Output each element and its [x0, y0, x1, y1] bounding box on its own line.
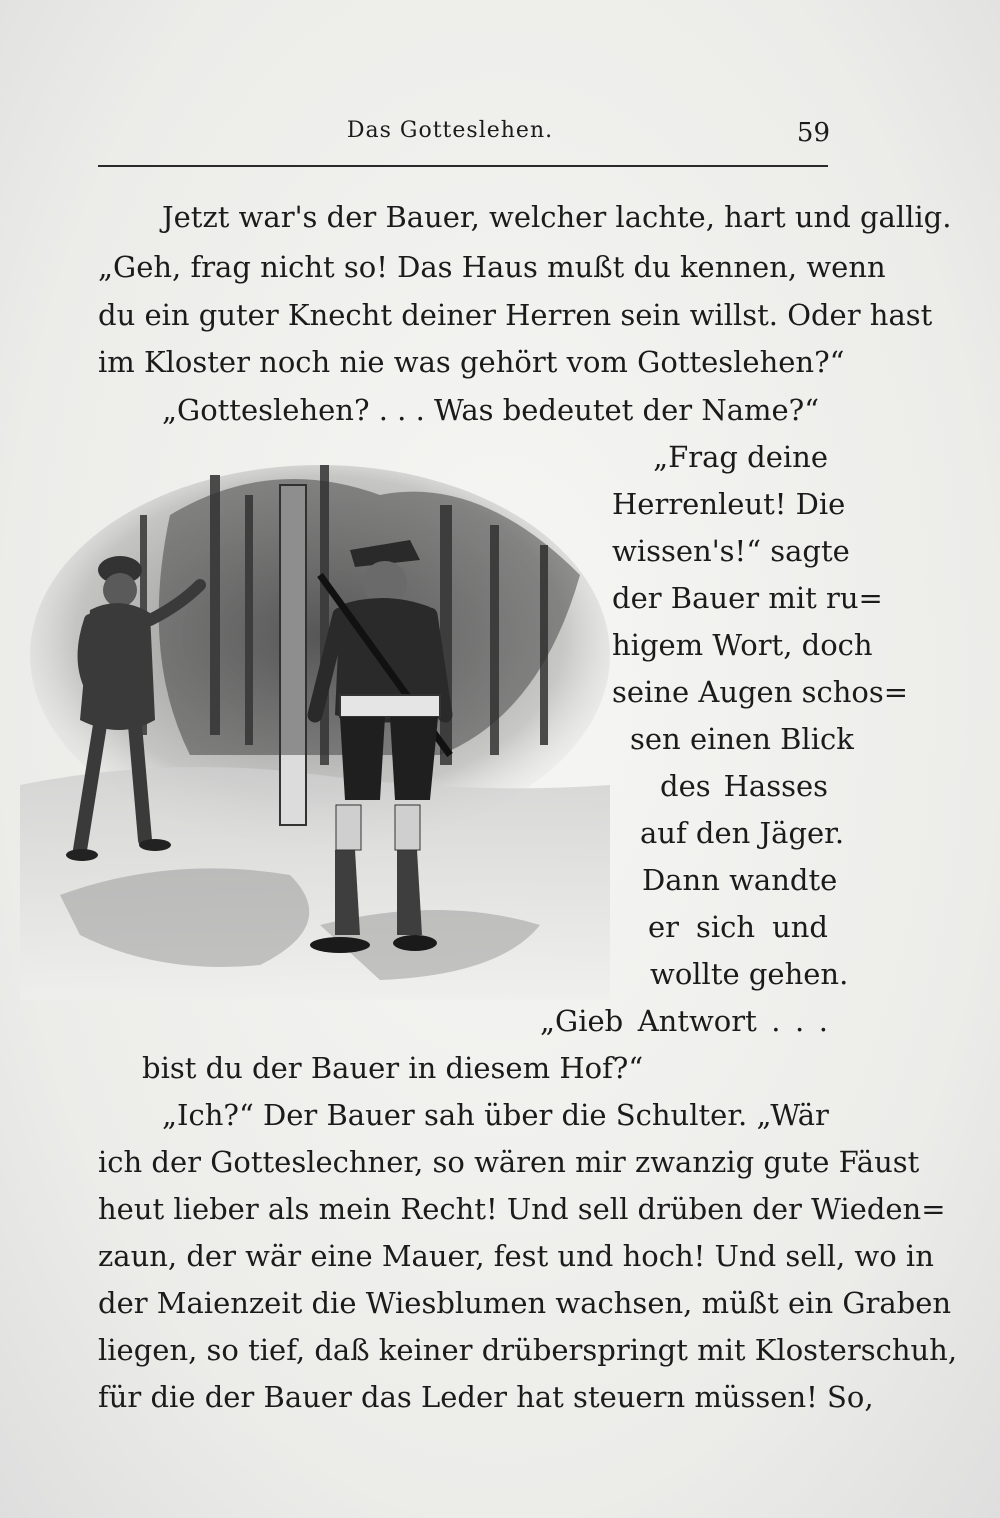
text-line: Dann wandte	[642, 863, 838, 897]
text-line: „Gieb Antwort . . .	[540, 1004, 828, 1038]
running-header: Das Gotteslehen.	[346, 118, 554, 143]
text-line: der Bauer mit ru=	[612, 581, 883, 615]
text-line: „Ich?“ Der Bauer sah über die Schulter. „Wär	[162, 1098, 829, 1132]
header-rule	[98, 165, 828, 167]
text-line: auf den Jäger.	[640, 816, 845, 850]
text-line: wissen's!“ sagte	[612, 534, 850, 568]
text-line: er sich und	[648, 910, 828, 944]
text-line: wollte gehen.	[650, 957, 849, 991]
text-line: für die der Bauer das Leder hat steuern müssen! So,	[98, 1380, 874, 1414]
text-line: Jetzt war's der Bauer, welcher lachte, hart und gallig.	[162, 200, 952, 234]
text-line: des Hasses	[660, 769, 828, 803]
text-line: liegen, so tief, daß keiner drüberspringt mit Klosterschuh,	[98, 1333, 958, 1367]
text-line: „Gotteslehen? . . . Was bedeutet der Name?“	[162, 393, 820, 427]
forest-illustration	[20, 455, 620, 1000]
text-line: heut lieber als mein Recht! Und sell drüben der Wieden=	[98, 1192, 946, 1226]
text-line: seine Augen schos=	[612, 675, 909, 709]
text-line: Herrenleut! Die	[612, 487, 846, 521]
text-line: sen einen Blick	[630, 722, 854, 756]
text-line: bist du der Bauer in diesem Hof?“	[142, 1051, 644, 1085]
text-line: du ein guter Knecht deiner Herren sein willst. Oder hast	[98, 298, 933, 332]
text-line: higem Wort, doch	[612, 628, 873, 662]
page-number: 59	[796, 118, 830, 148]
text-line: „Geh, frag nicht so! Das Haus mußt du kennen, wenn	[98, 250, 886, 284]
text-line: ich der Gotteslechner, so wären mir zwanzig gute Fäust	[98, 1145, 920, 1179]
text-line: zaun, der wär eine Mauer, fest und hoch! Und sell, wo in	[98, 1239, 934, 1273]
text-line: im Kloster noch nie was gehört vom Gotteslehen?“	[98, 345, 845, 379]
text-line: „Frag deine	[653, 440, 828, 474]
text-line: der Maienzeit die Wiesblumen wachsen, müßt ein Graben	[98, 1286, 952, 1320]
